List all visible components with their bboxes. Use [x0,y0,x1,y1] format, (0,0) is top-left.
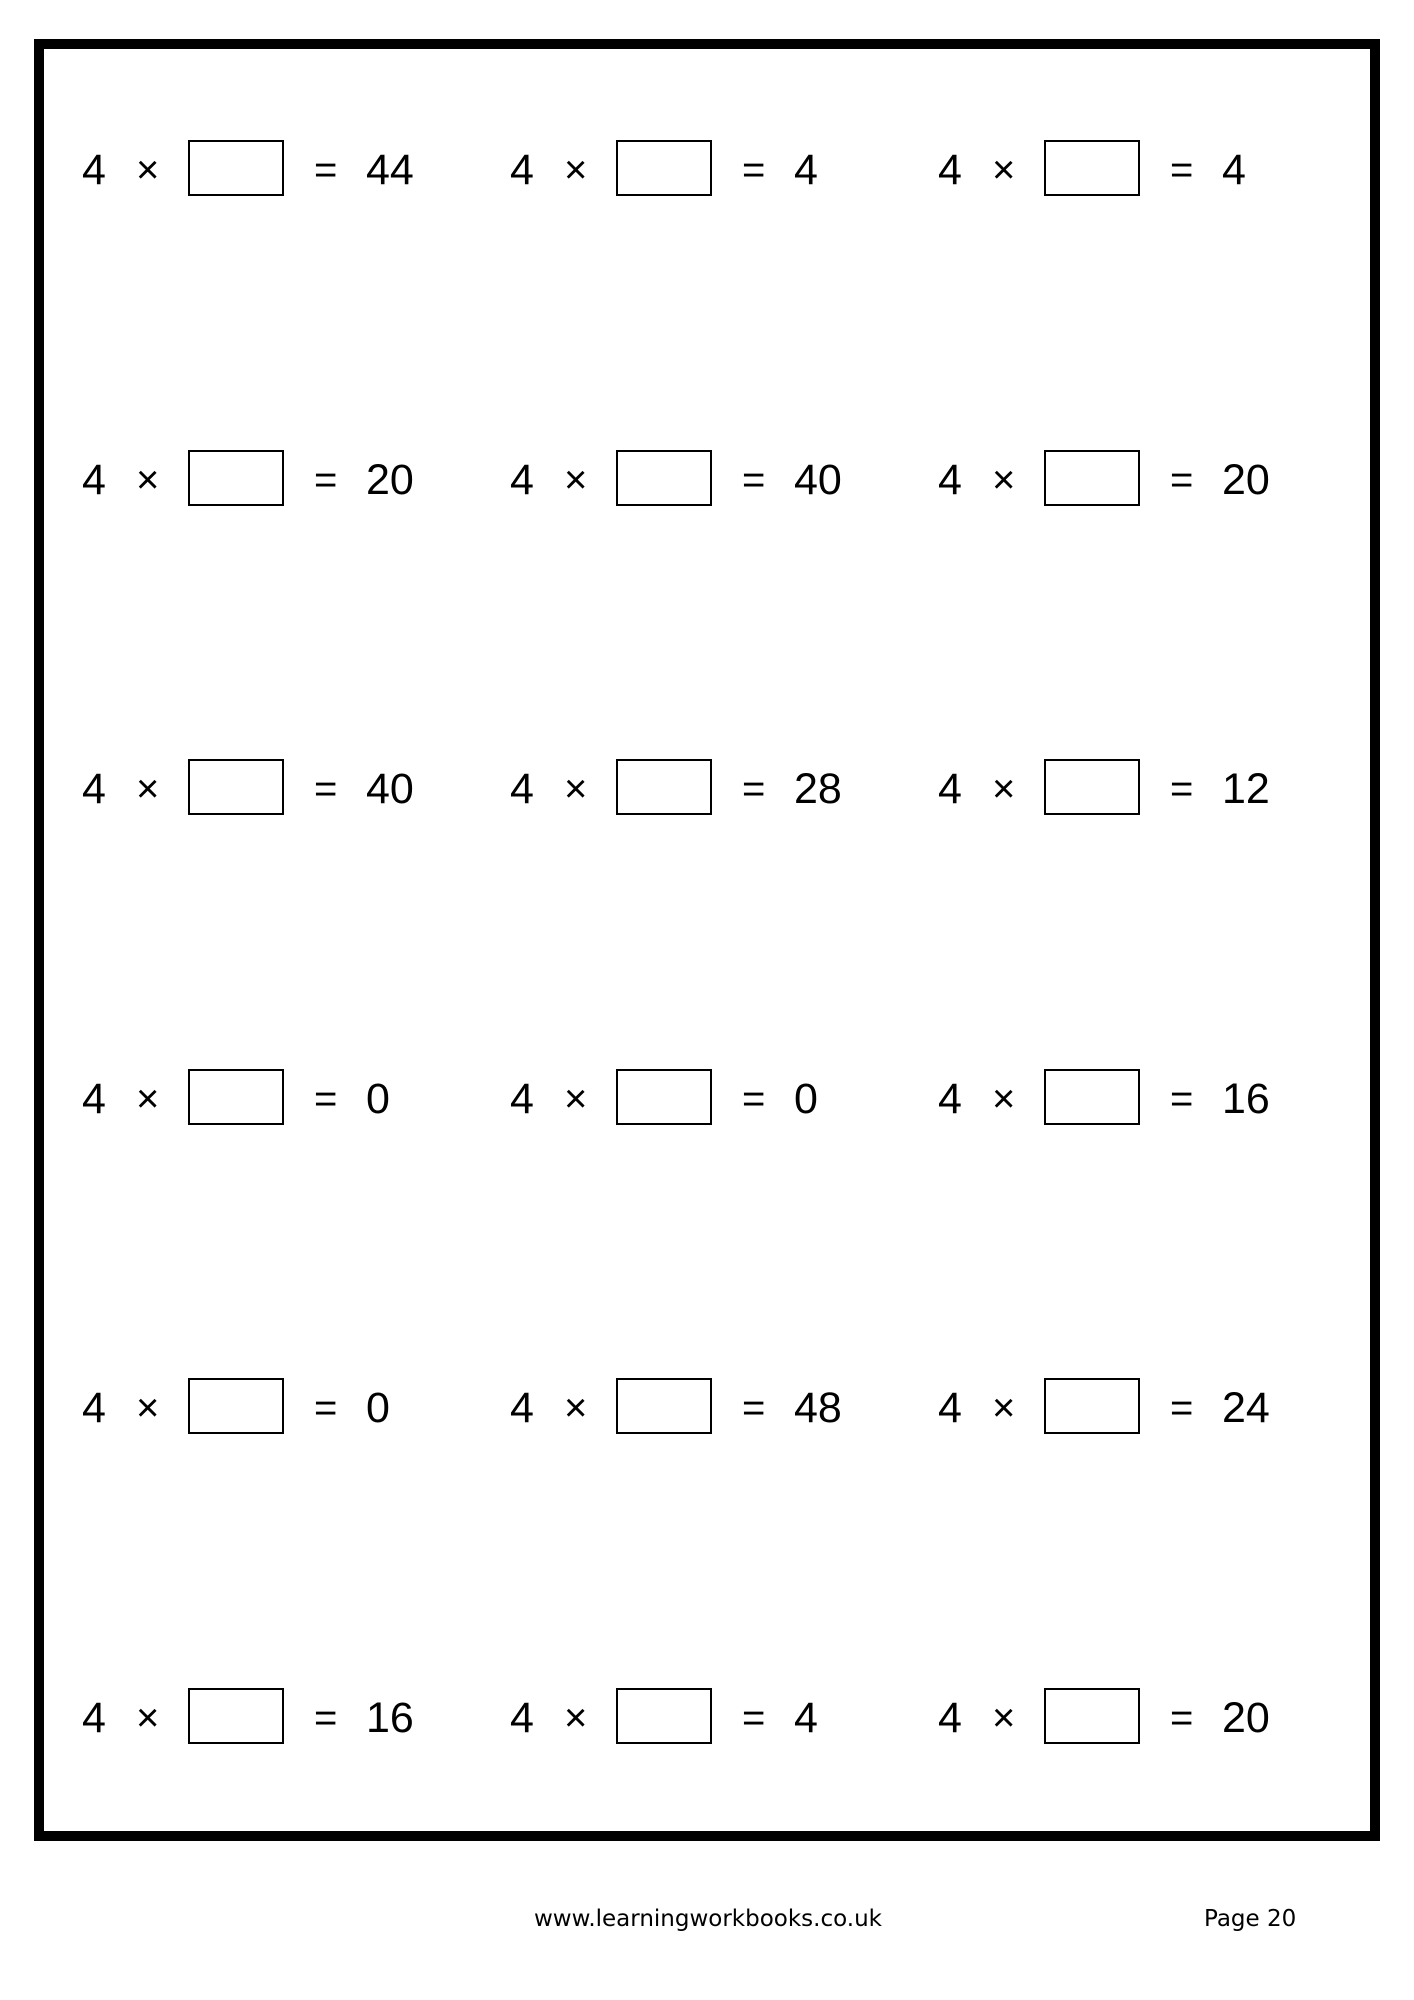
product: 24 [1222,1384,1270,1432]
equals-sign: = [742,148,766,192]
product: 40 [794,456,842,504]
factor: 4 [510,1075,534,1123]
multiplication-problem [82,1688,502,1748]
times-sign: × [564,148,588,192]
multiplication-problem [938,140,1358,200]
multiplication-problem [510,759,930,819]
product: 40 [366,765,414,813]
times-sign: × [992,767,1016,811]
times-sign: × [136,1386,160,1430]
factor: 4 [510,146,534,194]
factor: 4 [510,1384,534,1432]
product: 4 [794,1694,818,1742]
multiplication-problem [82,140,502,200]
times-sign: × [992,1077,1016,1121]
equals-sign: = [1170,1696,1194,1740]
answer-box[interactable] [1044,1378,1140,1434]
factor: 4 [82,1384,106,1432]
times-sign: × [136,1696,160,1740]
equals-sign: = [314,1386,338,1430]
times-sign: × [564,458,588,502]
multiplication-problem [510,1378,930,1438]
factor: 4 [82,1694,106,1742]
problem-row [0,1069,1414,1129]
multiplication-problem [82,1378,502,1438]
equals-sign: = [314,1696,338,1740]
equals-sign: = [1170,1077,1194,1121]
equals-sign: = [742,1386,766,1430]
equals-sign: = [1170,458,1194,502]
answer-box[interactable] [1044,450,1140,506]
factor: 4 [510,1694,534,1742]
answer-box[interactable] [616,759,712,815]
answer-box[interactable] [616,1069,712,1125]
times-sign: × [564,1077,588,1121]
times-sign: × [136,458,160,502]
product: 28 [794,765,842,813]
factor: 4 [510,765,534,813]
factor: 4 [82,146,106,194]
problem-row [0,1688,1414,1748]
factor: 4 [510,456,534,504]
factor: 4 [938,456,962,504]
multiplication-problem [938,1688,1358,1748]
times-sign: × [992,1386,1016,1430]
factor: 4 [938,146,962,194]
factor: 4 [82,765,106,813]
multiplication-problem [82,759,502,819]
times-sign: × [136,148,160,192]
problem-row [0,140,1414,200]
answer-box[interactable] [188,1688,284,1744]
multiplication-problem [938,1069,1358,1129]
answer-box[interactable] [616,450,712,506]
answer-box[interactable] [1044,1069,1140,1125]
problem-row [0,759,1414,819]
multiplication-problem [82,1069,502,1129]
multiplication-problem [938,759,1358,819]
factor: 4 [82,1075,106,1123]
multiplication-problem [510,450,930,510]
answer-box[interactable] [616,1688,712,1744]
times-sign: × [564,767,588,811]
product: 12 [1222,765,1270,813]
times-sign: × [992,1696,1016,1740]
product: 4 [1222,146,1246,194]
factor: 4 [938,765,962,813]
answer-box[interactable] [616,1378,712,1434]
equals-sign: = [314,458,338,502]
equals-sign: = [1170,148,1194,192]
times-sign: × [992,458,1016,502]
equals-sign: = [742,767,766,811]
times-sign: × [992,148,1016,192]
times-sign: × [564,1386,588,1430]
product: 20 [1222,1694,1270,1742]
product: 48 [794,1384,842,1432]
equals-sign: = [314,767,338,811]
times-sign: × [136,1077,160,1121]
equals-sign: = [1170,1386,1194,1430]
multiplication-problem [510,140,930,200]
answer-box[interactable] [1044,1688,1140,1744]
product: 0 [366,1075,390,1123]
multiplication-problem [510,1069,930,1129]
equals-sign: = [314,148,338,192]
footer-url: www.learningworkbooks.co.uk [534,1906,882,1932]
product: 0 [366,1384,390,1432]
equals-sign: = [314,1077,338,1121]
product: 20 [366,456,414,504]
problem-row [0,450,1414,510]
product: 4 [794,146,818,194]
factor: 4 [82,456,106,504]
product: 0 [794,1075,818,1123]
times-sign: × [136,767,160,811]
equals-sign: = [742,458,766,502]
equals-sign: = [742,1077,766,1121]
answer-box[interactable] [188,759,284,815]
multiplication-problem [82,450,502,510]
times-sign: × [564,1696,588,1740]
answer-box[interactable] [188,1378,284,1434]
worksheet-border [34,39,1380,1841]
multiplication-problem [938,450,1358,510]
answer-box[interactable] [188,140,284,196]
factor: 4 [938,1694,962,1742]
answer-box[interactable] [188,1069,284,1125]
product: 16 [366,1694,414,1742]
equals-sign: = [1170,767,1194,811]
answer-box[interactable] [616,140,712,196]
product: 20 [1222,456,1270,504]
product: 44 [366,146,414,194]
multiplication-problem [510,1688,930,1748]
product: 16 [1222,1075,1270,1123]
answer-box[interactable] [1044,140,1140,196]
answer-box[interactable] [188,450,284,506]
multiplication-problem [938,1378,1358,1438]
page-number: Page 20 [1204,1906,1297,1932]
answer-box[interactable] [1044,759,1140,815]
factor: 4 [938,1075,962,1123]
equals-sign: = [742,1696,766,1740]
factor: 4 [938,1384,962,1432]
problem-row [0,1378,1414,1438]
